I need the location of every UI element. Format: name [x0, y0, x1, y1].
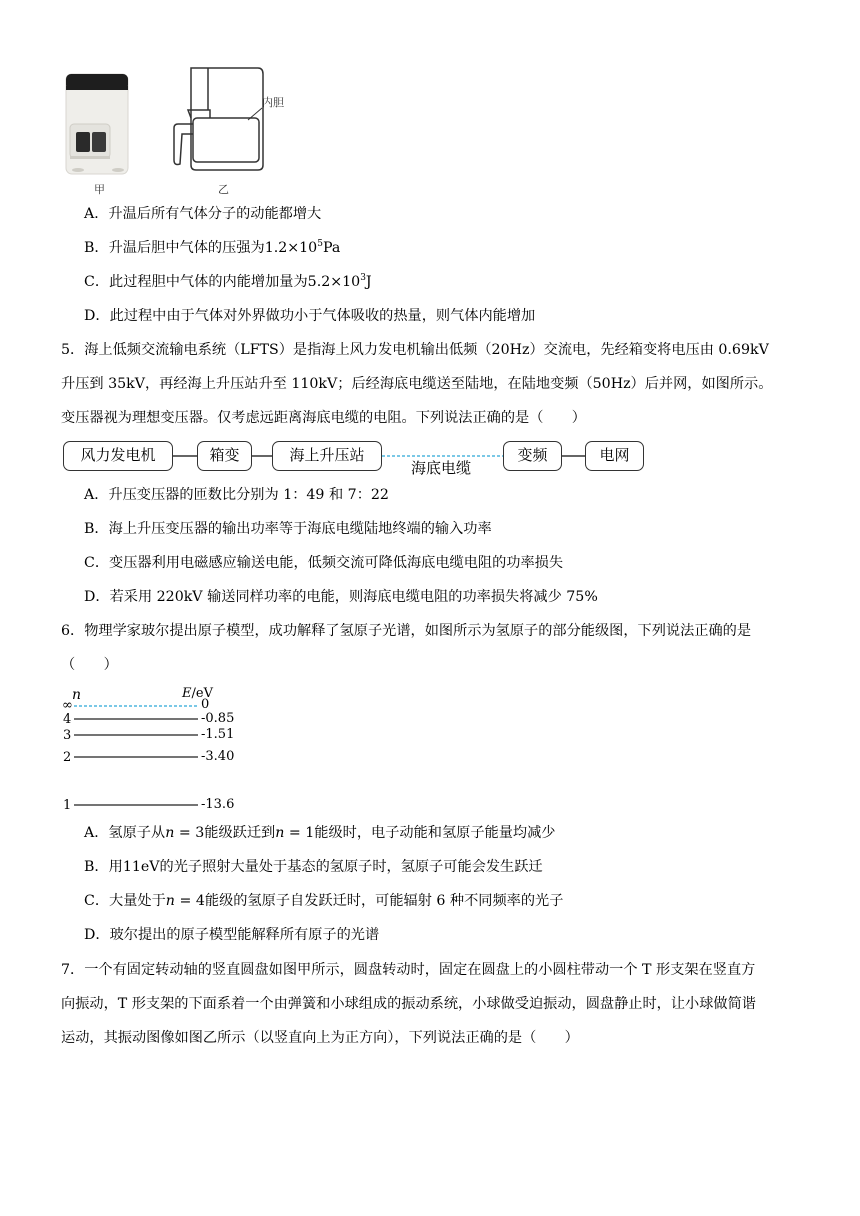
flow-box-wind-generator: 风力发电机: [63, 441, 173, 471]
level-e-3: -1.51: [201, 727, 235, 742]
level-n-1: 1: [63, 798, 72, 813]
fig-label-jia: 甲: [94, 183, 105, 196]
flow-box-offshore-substation: 海上升压站: [272, 441, 382, 471]
q6-stem-line1: 6．物理学家玻尔提出原子模型，成功解释了氢原子光谱，如图所示为氢原子的部分能级图，下列说法正确的是: [61, 623, 752, 639]
q6-option-c: C．大量处于n = 4能级的氢原子自发跃迁时，可能辐射 6 种不同频率的光子: [84, 893, 564, 909]
q4-option-c: C．此过程胆中气体的内能增加量为$5.2\times 10^3J$: [84, 273, 372, 290]
level-e-1: -13.6: [201, 797, 235, 812]
q6-option-d: D．玻尔提出的原子模型能解释所有原子的光谱: [84, 927, 380, 943]
q5-option-d: D．若采用 220kV 输送同样功率的电能，则海底电缆电阻的功率损失将减少 75%: [84, 589, 598, 605]
q7-stem-line3: 运动，其振动图像如图乙所示（以竖直向上为正方向），下列说法正确的是（ ）: [61, 1030, 579, 1046]
flow-box-grid: 电网: [585, 441, 644, 471]
q5-option-b: B．海上升压变压器的输出功率等于海底电缆陆地终端的输入功率: [84, 521, 492, 537]
level-e-inf: 0: [201, 697, 210, 712]
q4-option-d: D．此过程中由于气体对外界做功小于气体吸收的热量，则气体内能增加: [84, 308, 536, 324]
q7-stem-line2: 向振动，T 形支架的下面系着一个由弹簧和小球组成的振动系统，小球做受迫振动，圆盘静止时，让小球做简谐: [61, 996, 756, 1012]
q5-stem-line1: 5．海上低频交流输电系统（LFTS）是指海上风力发电机输出低频（20Hz）交流电，先经箱变将电压由 0.69kV: [61, 342, 769, 358]
q5-option-c: C．变压器利用电磁感应输送电能，低频交流可降低海底电缆电阻的功率损失: [84, 555, 564, 571]
energy-e-label: E/eV: [182, 686, 213, 701]
level-n-inf: ∞: [62, 698, 73, 713]
level-n-2: 2: [63, 750, 72, 765]
q5-stem-line3: 变压器视为理想变压器。仅考虑远距离海底电缆的电阻。下列说法正确的是（ ）: [61, 410, 586, 426]
q5-stem-line2: 升压到 35kV，再经海上升压站升至 110kV；后经海底电缆送至陆地，在陆地变频（50Hz）后并网，如图所示。: [61, 376, 773, 392]
level-n-4: 4: [63, 712, 72, 727]
q7-stem-line1: 7．一个有固定转动轴的竖直圆盘如图甲所示，圆盘转动时，固定在圆盘上的小圆柱带动一个 T 形支架在竖直方: [61, 962, 756, 978]
level-e-2: -3.40: [201, 749, 235, 764]
q5-option-a: A．升压变压器的匝数比分别为 1：49 和 7：22: [84, 487, 389, 503]
q4-option-b: B．升温后胆中气体的压强为$1.2\times 10^5Pa$: [84, 239, 341, 256]
flow-box-box-transformer: 箱变: [197, 441, 252, 471]
flow-box-converter: 变频: [503, 441, 562, 471]
energy-n-label: n: [72, 687, 82, 703]
fig-label-neidan: 内胆: [262, 96, 284, 109]
fig-label-yi: 乙: [218, 183, 229, 196]
level-n-3: 3: [63, 728, 72, 743]
q6-option-b: B．用11eV的光子照射大量处于基态的氢原子时，氢原子可能会发生跃迁: [84, 859, 543, 875]
q4-option-a: A．升温后所有气体分子的动能都增大: [84, 206, 322, 222]
q6-option-a: A．氢原子从n = 3能级跃迁到n = 1能级时，电子动能和氢原子能量均减少: [84, 825, 556, 841]
flow-label-cable: 海底电缆: [411, 459, 472, 477]
level-e-4: -0.85: [201, 711, 235, 726]
q6-stem-line2: （ ）: [61, 657, 118, 673]
